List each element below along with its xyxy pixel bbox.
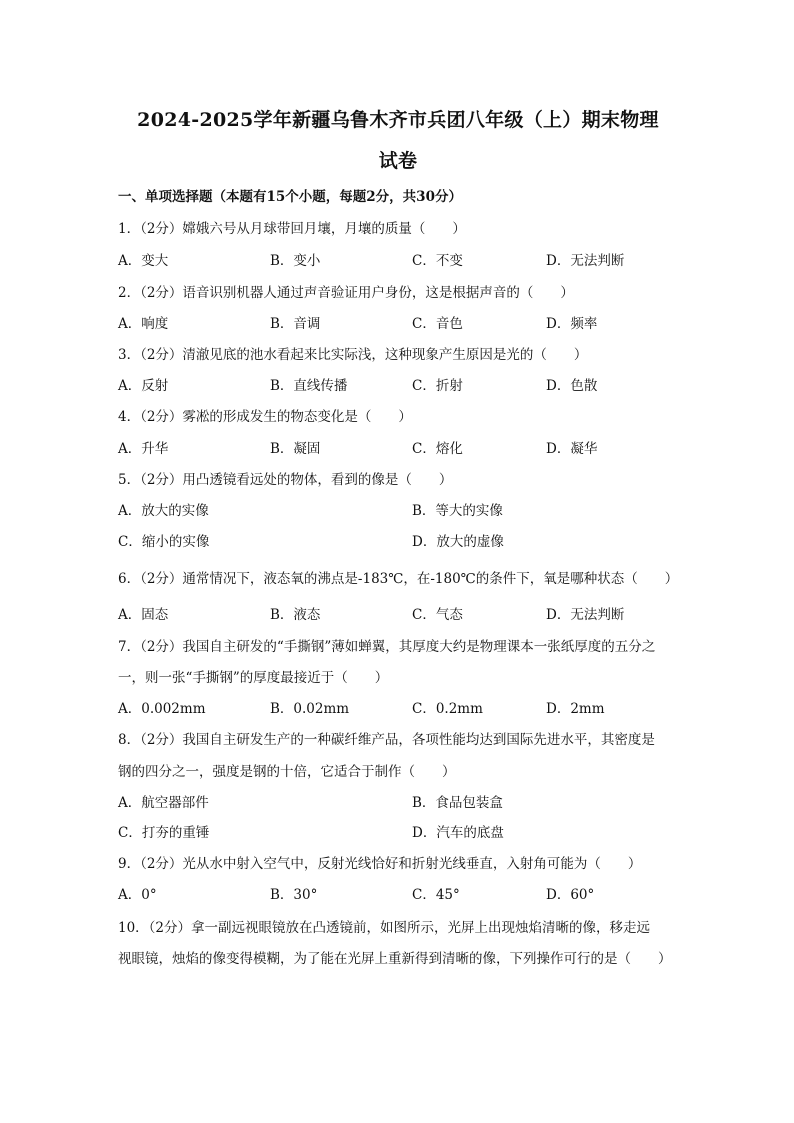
- q8-option-a: A．航空器部件: [118, 795, 209, 811]
- question-8-stem-line-2: 钢的四分之一，强度是钢的十倍，它适合于制作（ ）: [118, 764, 456, 780]
- question-10-stem-line-2: 视眼镜，烛焰的像变得模糊，为了能在光屏上重新得到清晰的像，下列操作可行的是（ ）: [118, 951, 672, 967]
- q9-option-c: C．45°: [412, 887, 460, 903]
- question-3-stem: 3．（2分）清澈见底的池水看起来比实际浅，这种现象产生原因是光的（ ）: [118, 347, 588, 363]
- q5-option-b: B．等大的实像: [412, 503, 503, 519]
- q4-option-d: D．凝华: [546, 441, 598, 457]
- q9-option-b: B．30°: [270, 887, 318, 903]
- q8-option-c: C．打夯的重锤: [118, 825, 210, 841]
- q7-option-c: C．0.2mm: [412, 701, 483, 717]
- q1-option-d: D．无法判断: [546, 253, 625, 269]
- q9-option-d: D．60°: [546, 887, 595, 903]
- q4-option-b: B．凝固: [270, 441, 321, 457]
- q1-option-a: A．变大: [118, 253, 169, 269]
- section-heading: 一、单项选择题（本题有15个小题，每题2分，共30分）: [118, 189, 462, 205]
- q5-option-c: C．缩小的实像: [118, 534, 210, 550]
- question-10-stem-line-1: 10．（2分）拿一副远视眼镜放在凸透镜前，如图所示，光屏上出现烛焰清晰的像，移走远: [118, 920, 651, 936]
- q7-option-d: D．2mm: [546, 701, 605, 717]
- q3-option-d: D．色散: [546, 378, 598, 394]
- question-5-stem: 5．（2分）用凸透镜看远处的物体，看到的像是（ ）: [118, 472, 453, 488]
- q2-option-d: D．频率: [546, 316, 598, 332]
- q6-option-b: B．液态: [270, 607, 321, 623]
- question-6-stem: 6．（2分）通常情况下，液态氧的沸点是-183℃，在-180℃的条件下，氧是哪种状态（ ）: [118, 571, 679, 587]
- q4-option-c: C．熔化: [412, 441, 463, 457]
- q2-option-a: A．响度: [118, 316, 169, 332]
- q1-option-b: B．变小: [270, 253, 321, 269]
- q3-option-c: C．折射: [412, 378, 463, 394]
- question-1-stem: 1．（2分）嫦娥六号从月球带回月壤，月壤的质量（ ）: [118, 221, 466, 237]
- exam-title: 2024-2025学年新疆乌鲁木齐市兵团八年级（上）期末物理: [137, 109, 659, 131]
- q6-option-d: D．无法判断: [546, 607, 625, 623]
- q7-option-b: B．0.02mm: [270, 701, 350, 717]
- q5-option-d: D．放大的虚像: [412, 534, 504, 550]
- question-8-stem-line-1: 8．（2分）我国自主研发生产的一种碳纤维产品，各项性能均达到国际先进水平，其密度是: [118, 732, 655, 748]
- q1-option-c: C．不变: [412, 253, 463, 269]
- q9-option-a: A．0°: [118, 887, 157, 903]
- q8-option-b: B．食品包装盒: [412, 795, 503, 811]
- q5-option-a: A．放大的实像: [118, 503, 209, 519]
- q2-option-b: B．音调: [270, 316, 321, 332]
- q7-option-a: A．0.002mm: [118, 701, 206, 717]
- q8-option-d: D．汽车的底盘: [412, 825, 504, 841]
- q3-option-b: B．直线传播: [270, 378, 348, 394]
- question-9-stem: 9．（2分）光从水中射入空气中，反射光线恰好和折射光线垂直，入射角可能为（ ）: [118, 856, 642, 872]
- q6-option-a: A．固态: [118, 607, 169, 623]
- q6-option-c: C．气态: [412, 607, 463, 623]
- question-7-stem-line-1: 7．（2分）我国自主研发的“手撕钢”薄如蝉翼，其厚度大约是物理课本一张纸厚度的五分之: [118, 639, 656, 655]
- exam-title-continued: 试卷: [378, 150, 418, 172]
- q3-option-a: A．反射: [118, 378, 169, 394]
- question-2-stem: 2．（2分）语音识别机器人通过声音验证用户身份，这是根据声音的（ ）: [118, 285, 574, 301]
- question-7-stem-line-2: 一，则一张“手撕钢”的厚度最接近于（ ）: [118, 670, 389, 686]
- q4-option-a: A．升华: [118, 441, 169, 457]
- question-4-stem: 4．（2分）雾凇的形成发生的物态变化是（ ）: [118, 409, 412, 425]
- q2-option-c: C．音色: [412, 316, 463, 332]
